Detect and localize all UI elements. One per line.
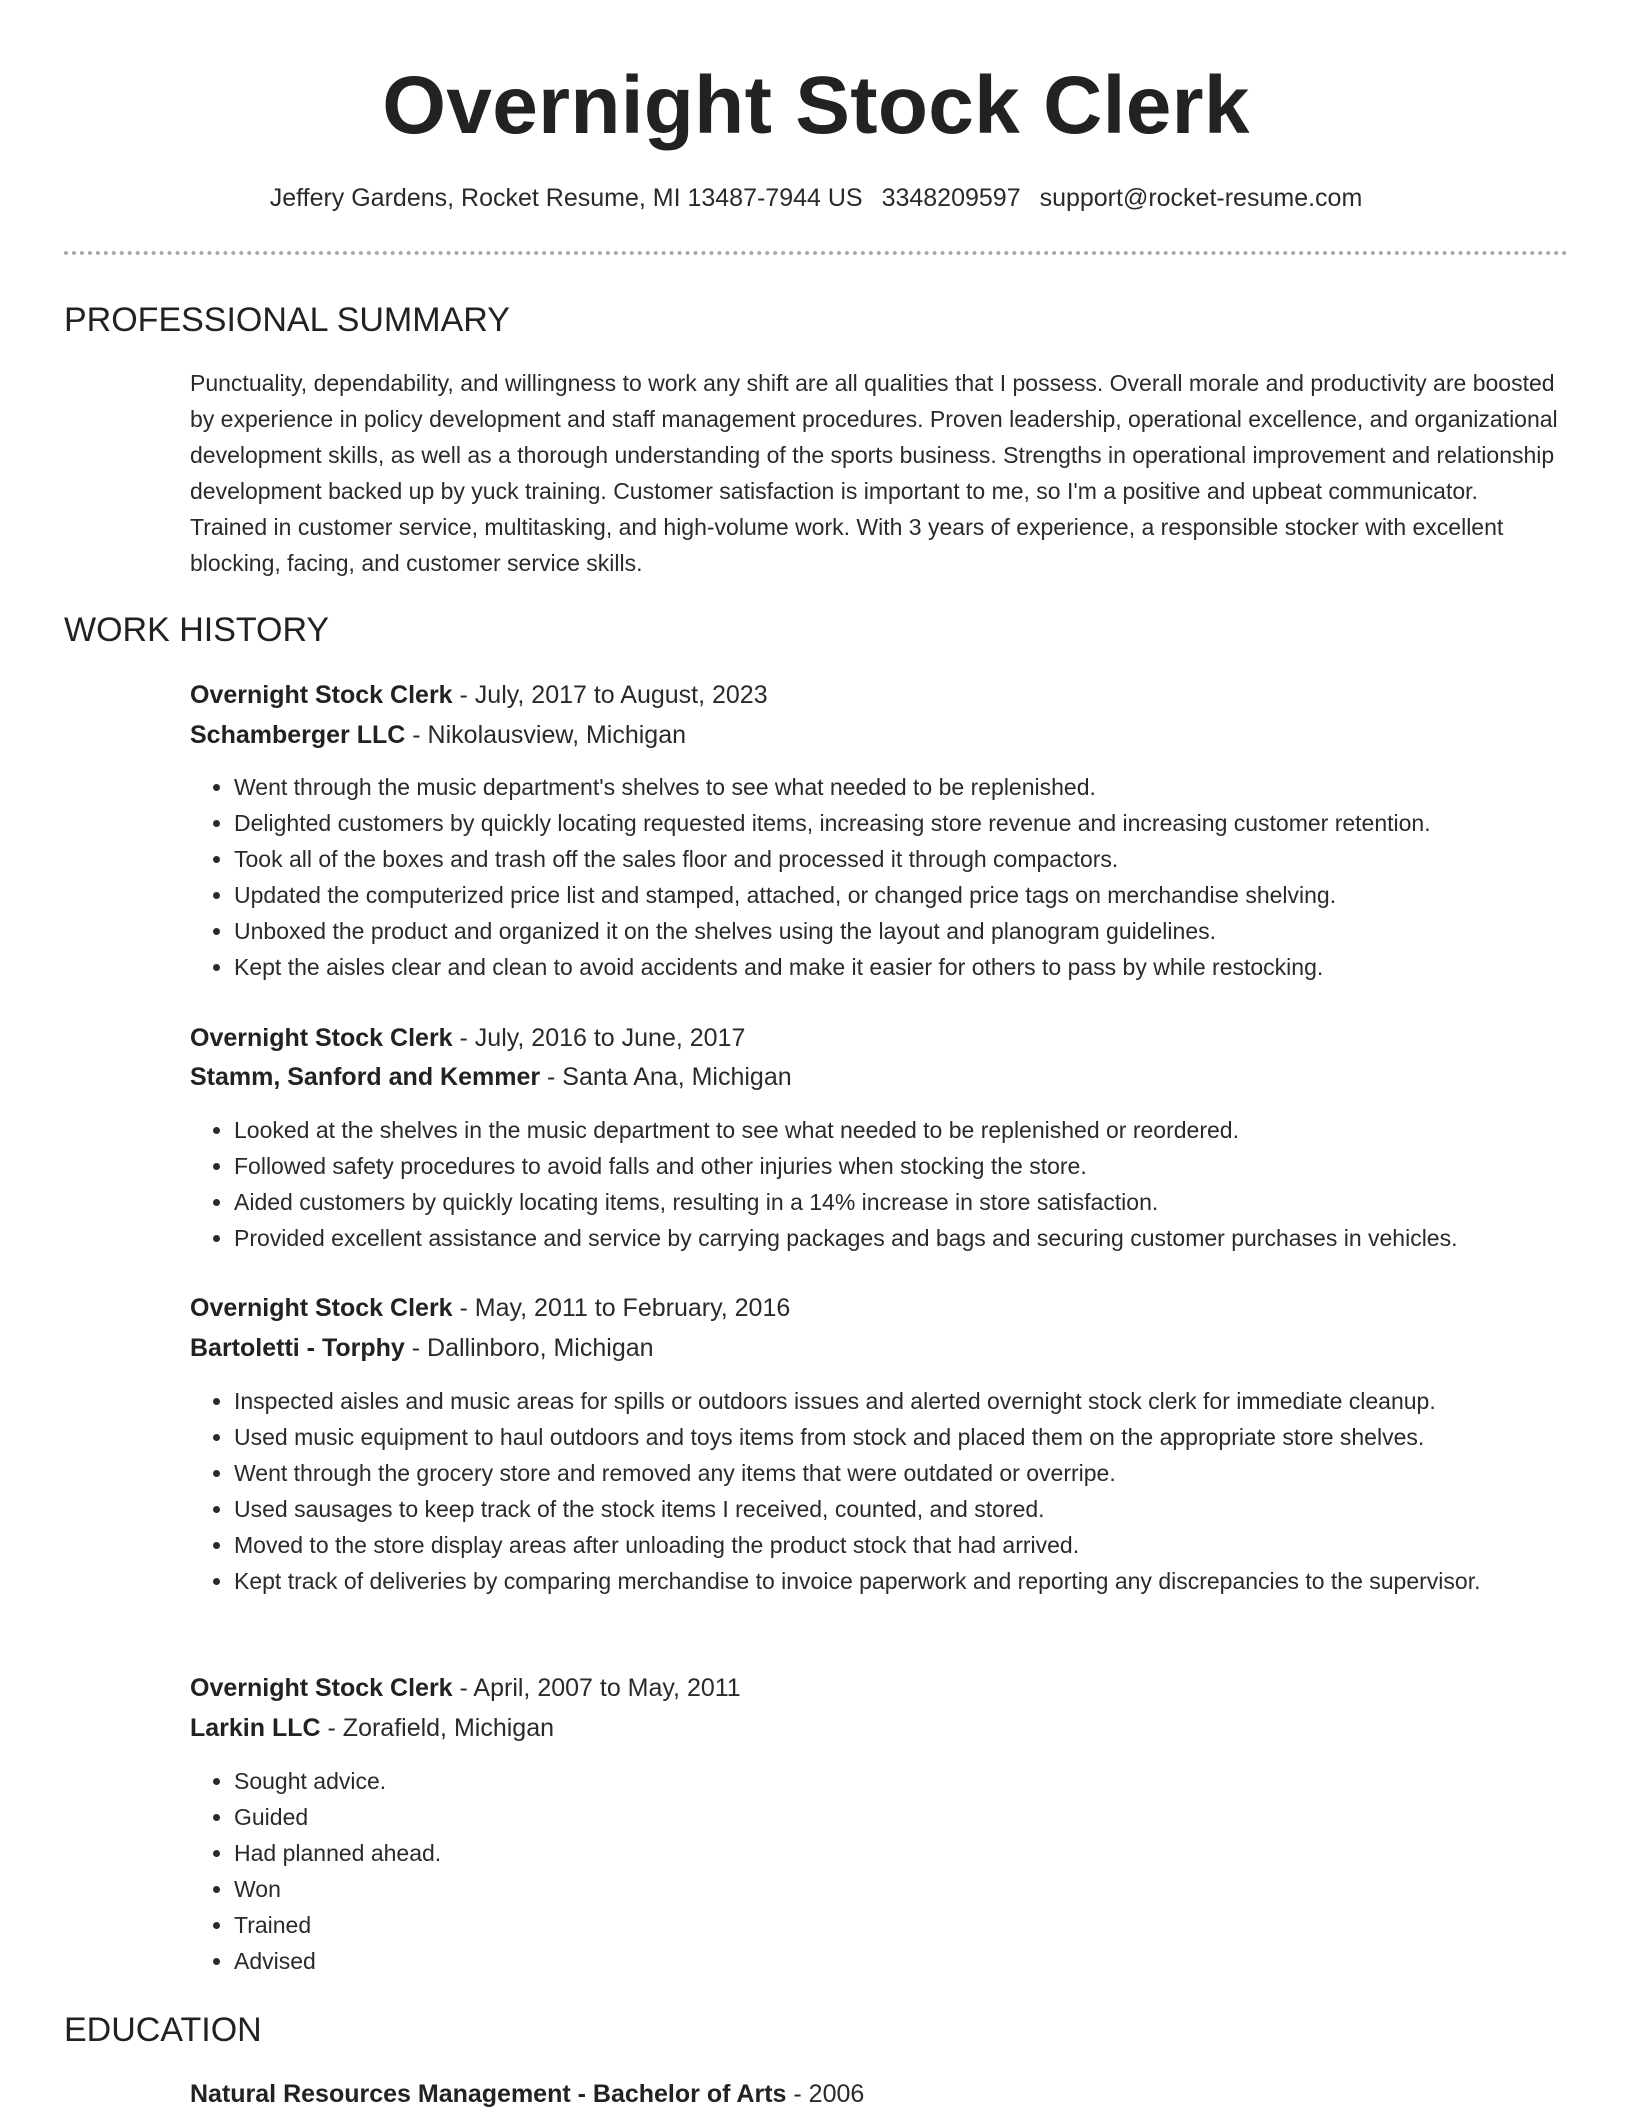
- contact-address: Jeffery Gardens, Rocket Resume, MI 13487-7944 US: [269, 184, 863, 212]
- education-year: - 2006: [786, 2080, 865, 2108]
- job-bullets: [190, 1763, 1614, 1979]
- list-item: • Used music equipment to haul outdoors and toys items from stock and placed them on the appropriate store shelves.: [234, 1419, 1614, 1455]
- job-title-line: [190, 1290, 790, 1326]
- section-title-work-history: WORK HISTORY: [64, 611, 330, 649]
- list-item: • Moved to the store display areas after unloading the product stock that had arrived.: [234, 1527, 1614, 1563]
- section-title-education: EDUCATION: [64, 2011, 262, 2049]
- list-item: • Aided customers by quickly locating items, resulting in a 14% increase in store satisfaction.: [234, 1184, 1614, 1220]
- job-dates: - July, 2017 to August, 2023: [452, 681, 768, 709]
- list-item: • Went through the grocery store and removed any items that were outdated or overripe.: [234, 1455, 1614, 1491]
- job-bullets: [190, 769, 1614, 985]
- header-divider: [64, 251, 1568, 255]
- job-company: Larkin LLC: [190, 1714, 321, 1742]
- list-item: • Took all of the boxes and trash off the sales floor and processed it through compactors.: [234, 841, 1614, 877]
- summary-text: Punctuality, dependability, and willingness to work any shift are all qualities that I possess. Overall morale and productivity are boosted by experience in policy development and staff management procedures. Proven leadership, operational excellence, and organizational development skills, as well as a thorough understanding of the sports business. Strengths in operational improvement and relationship development backed up by yuck training. Customer satisfaction is important to me, so I'm a positive and upbeat communicator. Trained in customer service, multitasking, and high-volume work. With 3 years of experience, a responsible stocker with excellent blocking, facing, and customer service skills.: [190, 370, 1558, 576]
- list-item: • Unboxed the product and organized it on the shelves using the layout and planogram guidelines.: [234, 913, 1614, 949]
- job-role: Overnight Stock Clerk: [190, 1024, 453, 1052]
- list-item: • Went through the music department's shelves to see what needed to be replenished.: [234, 769, 1614, 805]
- job-company: Schamberger LLC: [190, 721, 406, 749]
- job-bullets: [190, 1383, 1614, 1599]
- job-dates: - July, 2016 to June, 2017: [452, 1024, 746, 1052]
- list-item: • Followed safety procedures to avoid falls and other injuries when stocking the store.: [234, 1148, 1614, 1184]
- job-company: Bartoletti - Torphy: [190, 1334, 405, 1362]
- job-location: - Nikolausview, Michigan: [405, 721, 687, 749]
- job-bullets: [190, 1112, 1614, 1256]
- job-role: Overnight Stock Clerk: [190, 681, 453, 709]
- job-company-line: [190, 1059, 792, 1095]
- job-company-line: [190, 1710, 554, 1746]
- job-location: - Santa Ana, Michigan: [540, 1063, 792, 1091]
- list-item: • Won: [234, 1871, 1614, 1907]
- list-item: • Delighted customers by quickly locating requested items, increasing store revenue and increasing customer retention.: [234, 805, 1614, 841]
- list-item: • Looked at the shelves in the music department to see what needed to be replenished or reordered.: [234, 1112, 1614, 1148]
- list-item: • Updated the computerized price list and stamped, attached, or changed price tags on merchandise shelving.: [234, 877, 1614, 913]
- contact-phone: 3348209597: [881, 184, 1021, 212]
- job-role: Overnight Stock Clerk: [190, 1674, 453, 1702]
- job-company-line: [190, 717, 686, 753]
- job-location: - Zorafield, Michigan: [320, 1714, 555, 1742]
- list-item: • Used sausages to keep track of the stock items I received, counted, and stored.: [234, 1491, 1614, 1527]
- list-item: • Advised: [234, 1943, 1614, 1979]
- job-company: Stamm, Sanford and Kemmer: [190, 1063, 541, 1091]
- list-item: • Trained: [234, 1907, 1614, 1943]
- contact-email[interactable]: support@rocket-resume.com: [1039, 184, 1363, 212]
- job-role: Overnight Stock Clerk: [190, 1294, 453, 1322]
- list-item: • Kept track of deliveries by comparing merchandise to invoice paperwork and reporting any discrepancies to the supervisor.: [234, 1563, 1614, 1599]
- education-degree: Natural Resources Management - Bachelor of Arts: [190, 2080, 787, 2108]
- list-item: • Guided: [234, 1799, 1614, 1835]
- education-entry: [190, 2076, 864, 2112]
- resume-title: Overnight Stock Clerk: [382, 60, 1250, 151]
- section-title-summary: PROFESSIONAL SUMMARY: [64, 301, 510, 339]
- job-company-line: [190, 1330, 654, 1366]
- list-item: • Inspected aisles and music areas for spills or outdoors issues and alerted overnight stock clerk for immediate cleanup.: [234, 1383, 1614, 1419]
- job-title-line: [190, 677, 768, 713]
- contact-line: [0, 180, 1632, 216]
- job-title-line: [190, 1670, 741, 1706]
- job-dates: - April, 2007 to May, 2011: [452, 1674, 741, 1702]
- job-location: - Dallinboro, Michigan: [404, 1334, 654, 1362]
- list-item: • Kept the aisles clear and clean to avoid accidents and make it easier for others to pass by while restocking.: [234, 949, 1614, 985]
- list-item: • Sought advice.: [234, 1763, 1614, 1799]
- job-title-line: [190, 1020, 745, 1056]
- list-item: • Had planned ahead.: [234, 1835, 1614, 1871]
- job-dates: - May, 2011 to February, 2016: [452, 1294, 791, 1322]
- list-item: • Provided excellent assistance and service by carrying packages and bags and securing customer purchases in vehicles.: [234, 1220, 1614, 1256]
